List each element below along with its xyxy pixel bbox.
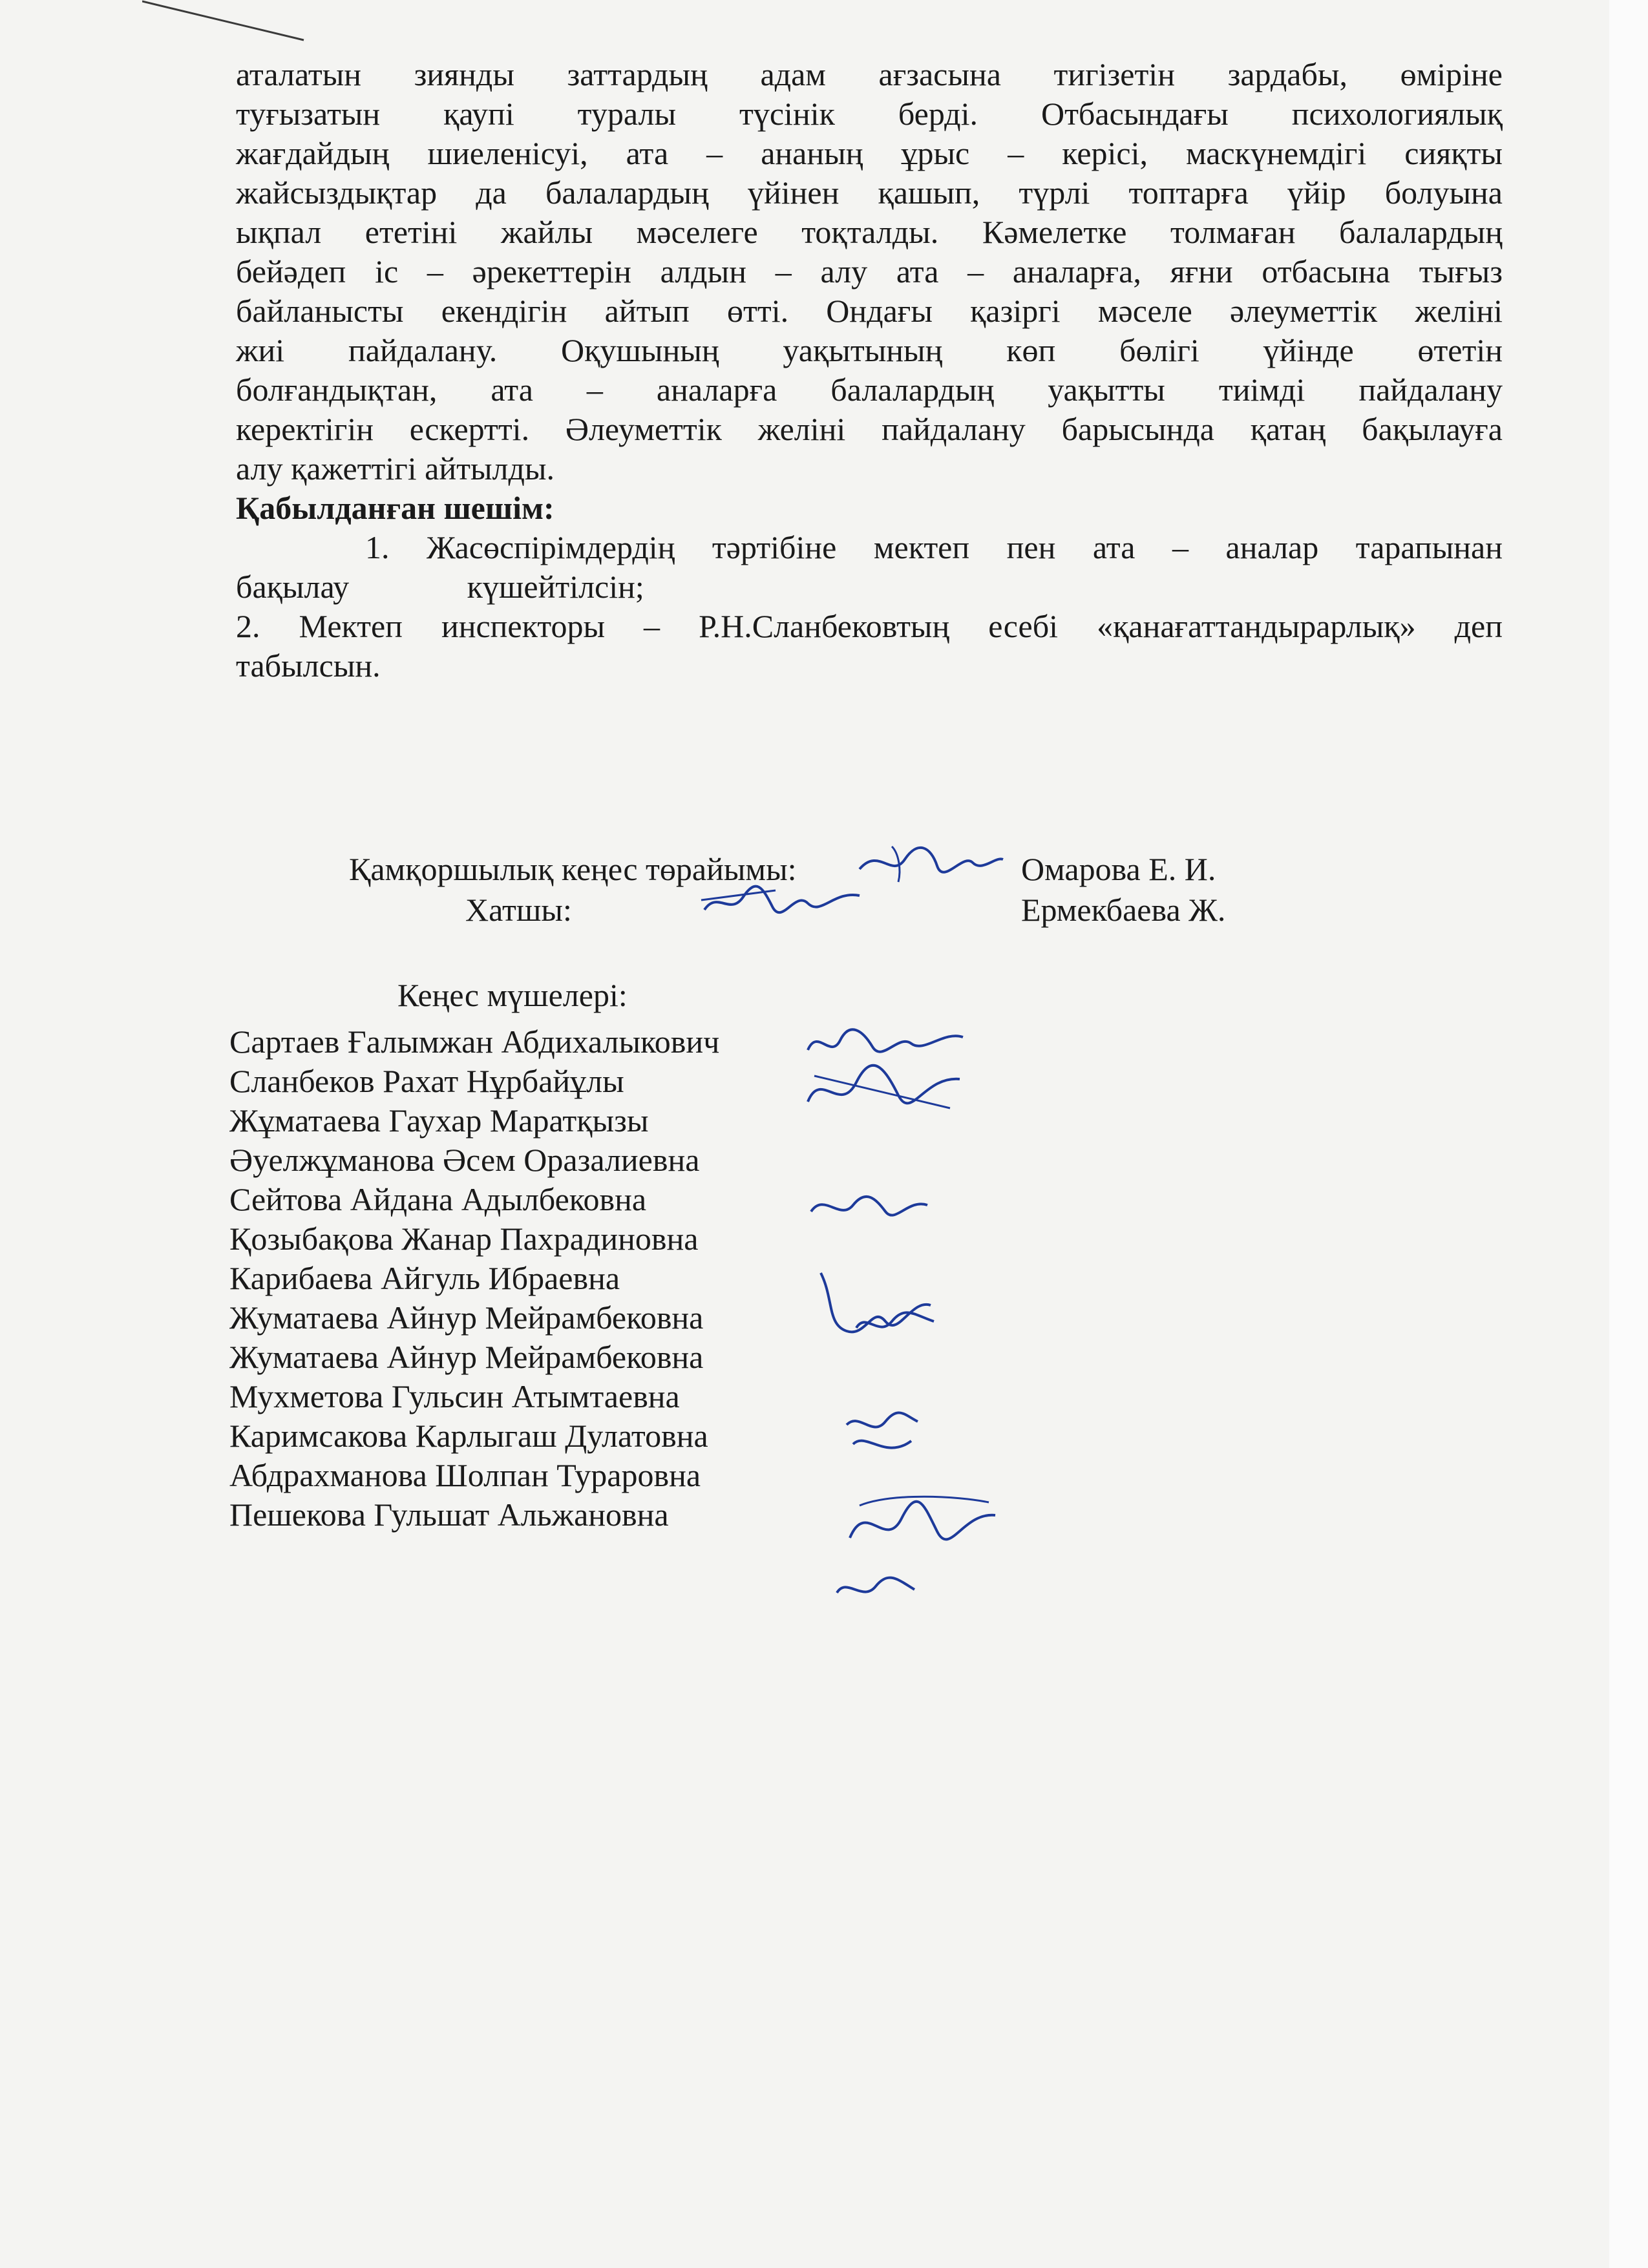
member-signature <box>840 1405 924 1470</box>
secretary-signature <box>698 871 866 929</box>
document-body <box>236 55 1503 686</box>
member-name: Әуелжұманова Әсем Оразалиевна <box>229 1142 700 1178</box>
member-signature <box>840 1486 1002 1564</box>
member-name: Жуматаева Айнур Мейрамбековна <box>229 1299 704 1336</box>
member-name: Каримсакова Карлыгаш Дулатовна <box>229 1418 708 1454</box>
decision-heading: Қабылданған шешім: <box>236 490 555 526</box>
member-signature <box>834 1567 918 1612</box>
body-line: байланысты екендігін айтып өтті. Ондағы қазіргі мәселе әлеуметтік желіні <box>236 293 1503 329</box>
chair-signature <box>853 834 1008 892</box>
member-name: Қозыбақова Жанар Пахрадиновна <box>229 1221 699 1257</box>
body-line: жиі пайдалану. Оқушының уақытының көп бөлігі үйінде өтетін <box>236 332 1503 368</box>
decision-item-2: 2. Мектеп инспекторы – Р.Н.Сланбековтың есебі «қанағаттандырарлық» деп <box>236 608 1503 644</box>
decision-item-1: 1. Жасөспірімдердің тәртібіне мектеп пен ата – аналар тарапынан <box>365 529 1503 565</box>
body-line: жағдайдың шиеленісуі, ата – ананың ұрыс – керісі, маскүнемдігі сияқты <box>236 135 1503 171</box>
members-label: Кеңес мүшелері: <box>397 977 628 1013</box>
page-edge <box>1609 0 1648 2268</box>
member-name: Жұматаева Гаухар Маратқызы <box>229 1102 649 1139</box>
decision-item-1-cont: бақылау күшейтілсін; <box>236 569 644 605</box>
secretary-name: Ермекбаева Ж. <box>1021 892 1226 928</box>
body-line: керектігін ескертті. Әлеуметтік желіні пайдалану барысында қатаң бақылауға <box>236 411 1503 447</box>
member-signature <box>805 1182 934 1234</box>
member-name: Сейтова Айдана Адылбековна <box>229 1181 647 1217</box>
member-name: Карибаева Айгуль Ибраевна <box>229 1260 620 1296</box>
member-name: Сартаев Ғалымжан Абдихалыкович <box>229 1024 720 1060</box>
member-signature <box>853 1302 937 1347</box>
body-line: жайсыздықтар да балалардың үйінен қашып, түрлі топтарға үйір болуына <box>236 174 1503 211</box>
member-name: Сланбеков Рахат Нұрбайұлы <box>229 1063 624 1099</box>
decision-item-2-cont: табылсын. <box>236 647 381 684</box>
chair-name: Омарова Е. И. <box>1021 851 1216 887</box>
body-line: болғандықтан, ата – аналарға балалардың уақытты тиімді пайдалану <box>236 372 1503 408</box>
body-line: туғызатын қаупі туралы түсінік берді. Отбасындағы психологиялық <box>236 96 1503 132</box>
member-name: Мухметова Гульсин Атымтаевна <box>229 1378 680 1414</box>
member-signature <box>795 1056 969 1128</box>
secretary-label: Хатшы: <box>465 892 572 928</box>
body-line: аталатын зиянды заттардың адам ағзасына тигізетін зардабы, өміріне <box>236 56 1503 92</box>
body-line: бейәдеп іс – әрекеттерін алдын – алу ата – аналарға, яғни отбасына тығыз <box>236 253 1503 289</box>
body-line: алу қажеттігі айтылды. <box>236 450 555 487</box>
chair-label: Қамқоршылық кеңес төрайымы: <box>349 851 797 887</box>
member-name: Жуматаева Айнур Мейрамбековна <box>229 1339 704 1375</box>
member-name: Пешекова Гульшат Альжановна <box>229 1496 669 1533</box>
members-list <box>229 1022 719 1535</box>
body-line: ықпал ететіні жайлы мәселеге тоқталды. Кәмелетке толмаған балалардың <box>236 214 1503 250</box>
pen-stroke-mark <box>142 0 310 45</box>
member-name: Абдрахманова Шолпан Тураровна <box>229 1457 701 1493</box>
